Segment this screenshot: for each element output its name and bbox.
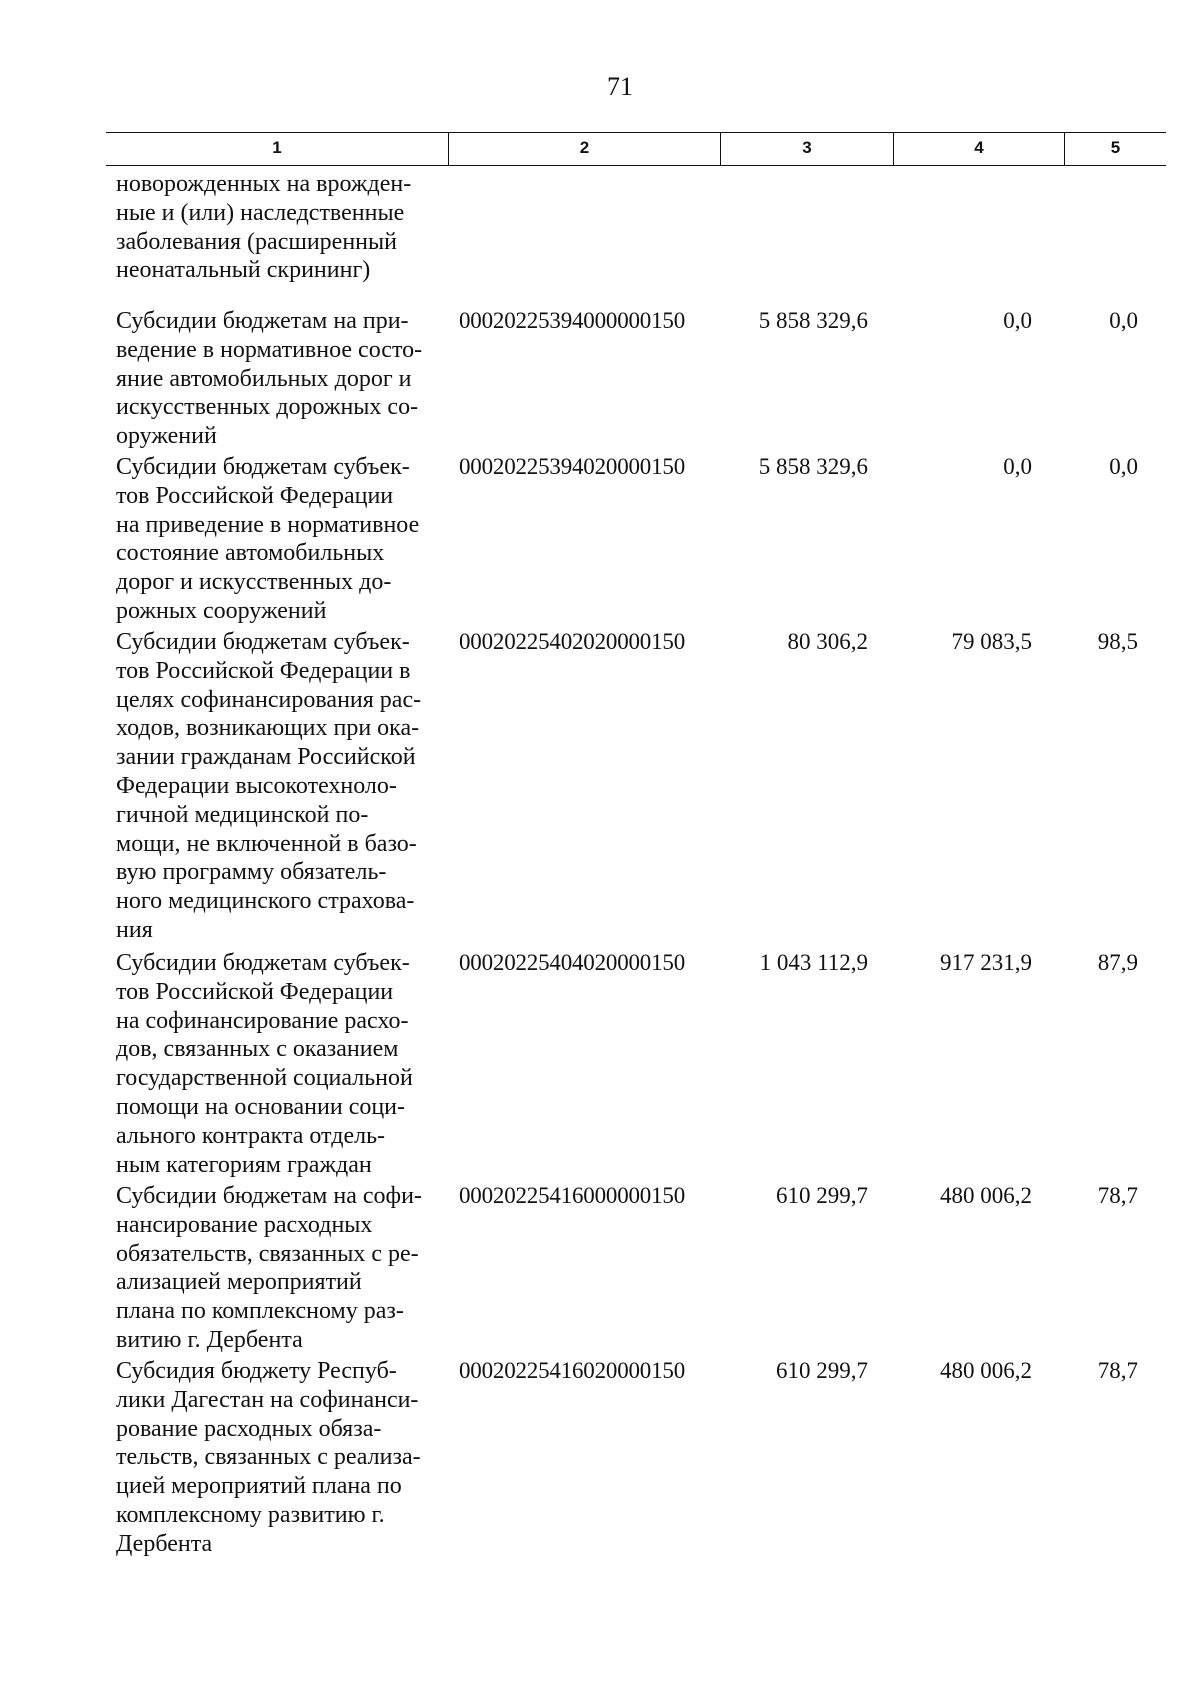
row-code: 00020225416020000150 [459, 1358, 686, 1383]
row-code: 00020225402020000150 [459, 629, 686, 654]
row-value-col3: 610 299,7 [776, 1358, 868, 1383]
row-name: Субсидии бюджетам субъек- тов Российской Федерации на софинансирование расхо- дов, связанных с оказанием государственной социальной помощи на основании соци- ального контракта отдель- ным категориям граждан [116, 950, 413, 1178]
row-value-col5: 78,7 [1097, 1183, 1138, 1208]
row-value-col3: 610 299,7 [776, 1183, 868, 1208]
row-value-col3: 5 858 329,6 [758, 308, 868, 333]
page-number: 71 [607, 72, 633, 101]
row-value-col5: 0,0 [1109, 308, 1138, 333]
row-value-col5: 87,9 [1097, 950, 1138, 975]
row-name: Субсидии бюджетам на софи- нансирование расходных обязательств, связанных с ре- ализацией мероприятий плана по комплексному раз- витию г. Дербента [116, 1183, 422, 1353]
row-value-col3: 5 858 329,6 [758, 454, 868, 479]
row-value-col3: 1 043 112,9 [759, 950, 868, 975]
row-value-col5: 0,0 [1109, 454, 1138, 479]
row-code: 00020225404020000150 [459, 950, 686, 975]
row-code: 00020225394020000150 [459, 454, 686, 479]
row-value-col3: 80 306,2 [787, 629, 868, 654]
header-top-rule [106, 132, 1166, 133]
row-name: Субсидии бюджетам субъек- тов Российской Федерации в целях софинансирования рас- ходов, возникающих при ока- зании гражданам Российской Федерации высокотехноло- гичной медицинской по- мощи, не включенной в базо- вую программу обязатель- ного медицинского страхова- ния [116, 629, 422, 943]
header-bottom-rule [106, 165, 1166, 166]
row-value-col4: 917 231,9 [940, 950, 1032, 975]
row-value-col4: 79 083,5 [951, 629, 1032, 654]
row-value-col4: 0,0 [1003, 454, 1032, 479]
header-col-1: 1 [272, 138, 282, 157]
row-value-col4: 480 006,2 [940, 1358, 1032, 1383]
row-value-col5: 78,7 [1097, 1358, 1138, 1383]
row-value-col5: 98,5 [1097, 629, 1138, 654]
header-col-2: 2 [579, 138, 590, 157]
header-col-4: 4 [974, 138, 984, 157]
row-name: Субсидии бюджетам на при- ведение в нормативное состо- яние автомобильных дорог и искусственных дорожных со- оружений [116, 308, 423, 450]
row-value-col4: 0,0 [1003, 308, 1032, 333]
row-name: новорожденных на врожден- ные и (или) наследственные заболевания (расширенный неонатальный скрининг) [116, 171, 412, 284]
row-code: 00020225416000000150 [459, 1183, 686, 1208]
row-value-col4: 480 006,2 [940, 1183, 1032, 1208]
row-name: Субсидии бюджетам субъек- тов Российской Федерации на приведение в нормативное состояние автомобильных дорог и искусственных до- рожных сооружений [116, 454, 420, 624]
header-col-3: 3 [802, 138, 812, 157]
header-col-5: 5 [1110, 138, 1121, 157]
row-name: Субсидия бюджету Респуб- лики Дагестан на софинанси- рование расходных обяза- тельств, связанных с реализа- цией мероприятий плана по комплексному развитию г. Дербента [116, 1358, 421, 1557]
row-code: 00020225394000000150 [459, 308, 686, 333]
